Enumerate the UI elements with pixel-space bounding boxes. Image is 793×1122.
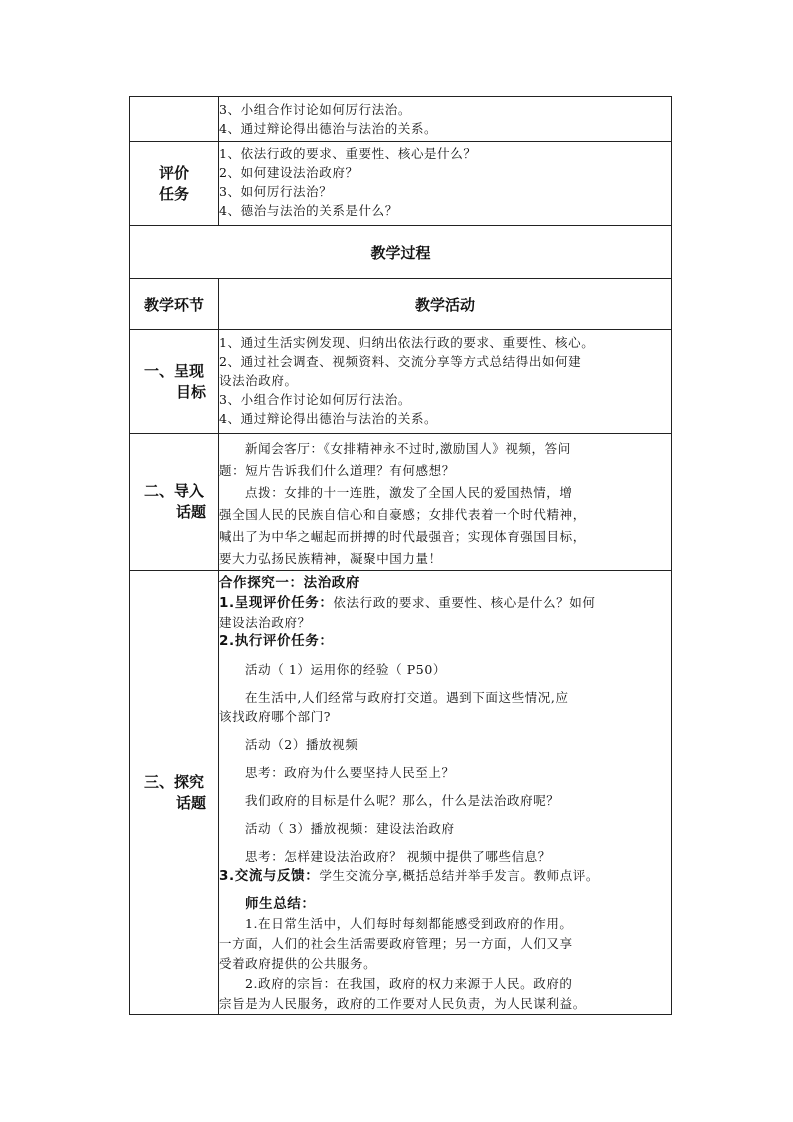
table-row [130,279,672,330]
text-line: 要大力弘扬民族精神，凝聚中国力量！ [219,551,442,566]
text-line: 3、小组合作讨论如何厉行法治。 [219,102,411,117]
label-line: 二、导入 [143,482,204,500]
task3-text: 学生交流分享,概括总结并举手发言。教师点评。 [319,868,600,883]
text-line: 3、如何厉行法治？ [219,184,333,199]
activity-3: 活动（ 3）播放视频：建设法治政府 [245,821,455,836]
text-line: 2、如何建设法治政府？ [219,165,359,180]
text-line: 4、通过辩论得出德治与法治的关系。 [219,411,438,426]
task2-heading: 2.执行评价任务： [219,633,334,649]
table-row [130,434,672,571]
text-line: 受着政府提供的公共服务。 [219,956,377,971]
table-row [130,226,672,279]
text-line: 该找政府哪个部门? [219,709,332,724]
text-line: 1、通过生活实例发现、归纳出依法行政的要求、重要性、核心。 [219,335,595,350]
text-line: 2、通过社会调查、视频资料、交流分享等方式总结得出如何建 [219,354,582,369]
text-line: 在生活中,人们经常与政府打交道。遇到下面这些情况,应 [245,690,569,705]
empty-label-cell [130,97,219,142]
section3-heading: 合作探究一：法治政府 [219,575,360,591]
activity-1: 活动（ 1）运用你的经验（ P50） [245,662,447,677]
eval-lines-cell [219,142,672,226]
task3-bold: 3.交流与反馈： [219,868,320,884]
process-title: 教学过程 [130,226,672,279]
header-col1: 教学环节 [130,279,219,330]
table-row [130,330,672,434]
text-line: 宗旨是为人民服务，政府的工作要对人民负责，为人民谋利益。 [219,996,586,1011]
think-2: 我们政府的目标是什么呢？那么，什么是法治政府呢？ [245,793,560,808]
task1-text: 依法行政的要求、重要性、核心是什么？如何 [333,595,596,610]
text-line: 1.在日常生活中，人们每时每刻都能感受到政府的作用。 [245,916,573,931]
text-line: 4、德治与法治的关系是什么？ [219,203,398,218]
text-line: 3、小组合作讨论如何厉行法治。 [219,392,411,407]
section2-lines-cell [219,434,672,571]
activity-2: 活动（2）播放视频 [245,737,359,752]
table-row [130,142,672,226]
text-line: 点拨：女排的十一连胜，激发了全国人民的爱国热情，增 [245,485,573,500]
label-line: 话题 [175,503,206,521]
think-3: 思考：怎样建设法治政府？ 视频中提供了哪些信息？ [245,849,551,864]
table-row [130,571,672,1015]
label-line: 一、呈现 [143,361,204,380]
text-line: 建设法治政府？ [219,615,311,630]
text-line: 题：短片告诉我们什么道理？有何感想？ [219,463,455,478]
text-line: 1、依法行政的要求、重要性、核心是什么？ [219,146,477,161]
text-line: 强全国人民的民族自信心和自豪感；女排代表着一个时代精神， [219,507,586,522]
think-1: 思考：政府为什么要坚持人民至上？ [245,765,455,780]
label-line: 目标 [175,382,206,401]
text-line: 一方面，人们的社会生活需要政府管理；另一方面，人们又享 [219,936,573,951]
text-line: 新闻会客厅：《女排精神永不过时,激励国人》视频，答问 [245,441,571,456]
task1-bold: 1.呈现评价任务： [219,595,334,611]
label-line: 三、探究 [143,772,204,791]
label-line: 话题 [175,793,206,812]
label-line: 评价 [158,163,189,182]
section3-content-cell [219,571,672,1015]
task1-line [219,593,671,613]
eval-label [130,142,219,226]
section3-label [130,571,219,1015]
top-lines-cell [219,97,672,142]
task3-line [219,866,671,886]
section1-label [130,330,219,434]
text-line: 设法治政府。 [219,373,298,388]
text-line: 4、通过辩论得出德治与法治的关系。 [219,121,438,136]
text-line: 2.政府的宗旨：在我国，政府的权力来源于人民。政府的 [245,976,573,991]
label-line: 任务 [158,184,189,203]
section1-lines-cell [219,330,672,434]
section2-label [130,434,219,571]
header-col2: 教学活动 [219,279,672,330]
text-line: 喊出了为中华之崛起而拼搏的时代最强音；实现体育强国目标， [219,529,586,544]
table-row [130,97,672,142]
lesson-plan-table [129,96,672,1015]
summary-title: 师生总结： [245,896,316,912]
